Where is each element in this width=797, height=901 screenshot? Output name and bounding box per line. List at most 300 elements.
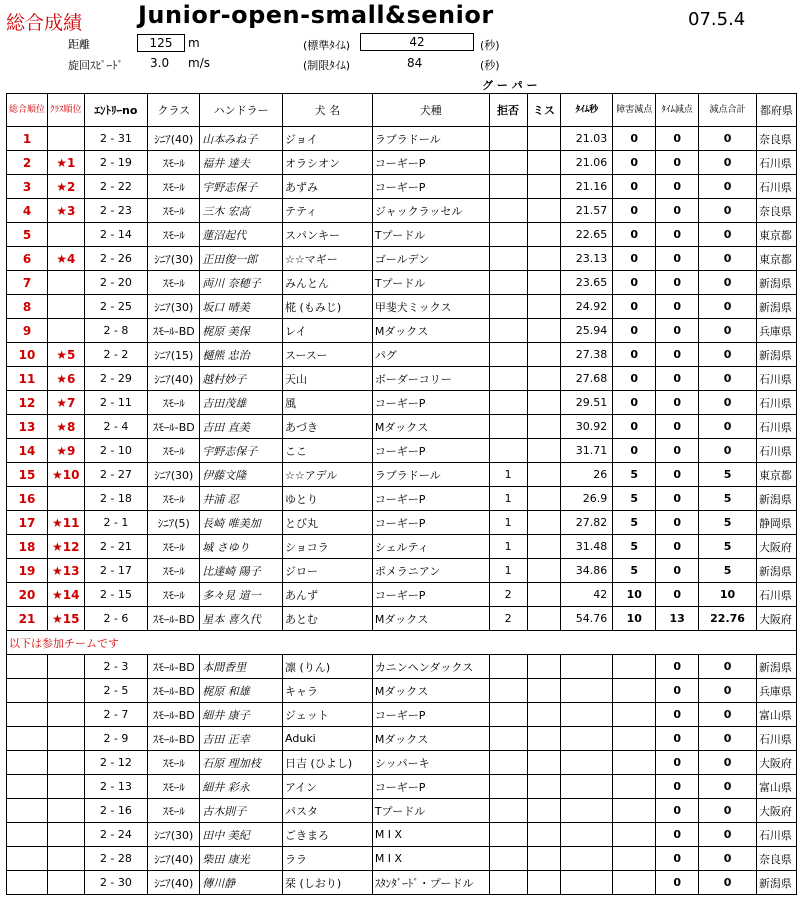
entry-no-cell: 2 - 4 [84, 415, 148, 439]
refusal-cell [489, 223, 527, 247]
limit-time-unit: (秒) [480, 59, 500, 72]
time-cell [561, 655, 613, 679]
prefecture-cell: 東京都 [756, 223, 796, 247]
entry-no-cell: 2 - 15 [84, 583, 148, 607]
time-cell: 21.03 [561, 127, 613, 151]
prefecture-cell: 新潟県 [756, 487, 796, 511]
dog-name-cell: 風 [283, 391, 373, 415]
refusal-cell [489, 295, 527, 319]
refusal-cell [489, 703, 527, 727]
time-deduction-cell: 0 [656, 823, 699, 847]
table-row [7, 799, 797, 823]
speed-label: 旋回ｽﾋﾟｰﾄﾞ [68, 59, 123, 72]
entry-no-cell: 2 - 10 [84, 439, 148, 463]
col-refusal: 拒否 [489, 94, 527, 127]
class-rank-cell [48, 295, 85, 319]
overall-rank-cell: 12 [7, 391, 48, 415]
prefecture-cell: 静岡県 [756, 511, 796, 535]
total-deduction-cell: 5 [699, 511, 757, 535]
entry-no-cell: 2 - 30 [84, 871, 148, 895]
obstacle-deduction-cell: 0 [613, 343, 656, 367]
entry-no-cell: 2 - 1 [84, 511, 148, 535]
refusal-cell [489, 175, 527, 199]
time-deduction-cell: 0 [656, 463, 699, 487]
class-cell: ｼﾆｱ(30) [148, 823, 200, 847]
time-cell: 25.94 [561, 319, 613, 343]
standard-time-unit: (秒) [480, 39, 500, 52]
distance-unit: m [188, 36, 200, 50]
breed-cell: ｽﾀﾝﾀﾞｰﾄﾞ・プードル [372, 871, 489, 895]
dog-name-cell: 椛 (もみじ) [283, 295, 373, 319]
class-rank-cell [48, 679, 85, 703]
class-rank-cell: ★5 [48, 343, 85, 367]
class-rank-cell [48, 487, 85, 511]
dog-name-cell: Aduki [283, 727, 373, 751]
handler-cell: 傳川静 [200, 871, 283, 895]
time-cell: 34.86 [561, 559, 613, 583]
class-rank-cell: ★3 [48, 199, 85, 223]
dog-name-cell: とび丸 [283, 511, 373, 535]
total-deduction-cell: 5 [699, 487, 757, 511]
class-rank-cell: ★8 [48, 415, 85, 439]
total-deduction-cell: 0 [699, 223, 757, 247]
obstacle-deduction-cell [613, 727, 656, 751]
obstacle-deduction-cell: 10 [613, 607, 656, 631]
time-deduction-cell: 0 [656, 703, 699, 727]
miss-cell [527, 391, 561, 415]
time-cell: 21.16 [561, 175, 613, 199]
obstacle-deduction-cell: 0 [613, 295, 656, 319]
prefecture-cell: 大阪府 [756, 535, 796, 559]
time-cell: 31.48 [561, 535, 613, 559]
time-deduction-cell: 0 [656, 775, 699, 799]
miss-cell [527, 367, 561, 391]
dog-name-cell: みんとん [283, 271, 373, 295]
refusal-cell [489, 847, 527, 871]
total-deduction-cell: 0 [699, 799, 757, 823]
time-deduction-cell: 0 [656, 391, 699, 415]
time-cell: 31.71 [561, 439, 613, 463]
time-cell: 21.57 [561, 199, 613, 223]
handler-cell: 吉田 正幸 [200, 727, 283, 751]
obstacle-deduction-cell: 0 [613, 415, 656, 439]
miss-cell [527, 319, 561, 343]
breed-cell: コーギーP [372, 775, 489, 799]
refusal-cell [489, 319, 527, 343]
breed-cell: ラブラドール [372, 463, 489, 487]
obstacle-deduction-cell [613, 799, 656, 823]
total-deduction-cell: 0 [699, 679, 757, 703]
table-row [7, 487, 797, 511]
handler-cell: 伊藤文隆 [200, 463, 283, 487]
refusal-cell: 1 [489, 511, 527, 535]
overall-rank-cell [7, 823, 48, 847]
time-cell [561, 703, 613, 727]
overall-rank-cell [7, 847, 48, 871]
dog-name-cell: ☆☆アデル [283, 463, 373, 487]
entry-no-cell: 2 - 29 [84, 367, 148, 391]
prefecture-cell: 石川県 [756, 439, 796, 463]
entry-no-cell: 2 - 31 [84, 127, 148, 151]
time-cell: 27.68 [561, 367, 613, 391]
refusal-cell [489, 415, 527, 439]
obstacle-deduction-cell: 0 [613, 439, 656, 463]
dog-name-cell: パスタ [283, 799, 373, 823]
miss-cell [527, 439, 561, 463]
breed-cell: コーギーP [372, 487, 489, 511]
total-deduction-cell: 0 [699, 199, 757, 223]
miss-cell [527, 247, 561, 271]
entry-no-cell: 2 - 19 [84, 151, 148, 175]
time-deduction-cell: 13 [656, 607, 699, 631]
class-rank-cell: ★1 [48, 151, 85, 175]
miss-cell [527, 655, 561, 679]
table-row [7, 607, 797, 631]
refusal-cell [489, 871, 527, 895]
class-rank-cell: ★13 [48, 559, 85, 583]
overall-rank-cell: 19 [7, 559, 48, 583]
obstacle-deduction-cell [613, 679, 656, 703]
class-cell: ｽﾓｰﾙ-BD [148, 655, 200, 679]
time-deduction-cell: 0 [656, 847, 699, 871]
col-dog-name: 犬 名 [283, 94, 373, 127]
table-row [7, 535, 797, 559]
dog-name-cell: 凛 (りん) [283, 655, 373, 679]
class-rank-cell [48, 775, 85, 799]
class-rank-cell: ★2 [48, 175, 85, 199]
limit-time-label: (制限ﾀｲﾑ) [303, 59, 351, 72]
handler-cell: 細井 康子 [200, 703, 283, 727]
prefecture-cell: 新潟県 [756, 295, 796, 319]
refusal-cell: 2 [489, 583, 527, 607]
overall-rank-cell: 3 [7, 175, 48, 199]
breed-cell: パグ [372, 343, 489, 367]
overall-rank-cell [7, 679, 48, 703]
prefecture-cell: 富山県 [756, 703, 796, 727]
total-deduction-cell: 0 [699, 439, 757, 463]
entry-no-cell: 2 - 2 [84, 343, 148, 367]
note-filler [283, 631, 797, 655]
prefecture-cell: 新潟県 [756, 343, 796, 367]
time-cell [561, 847, 613, 871]
table-row [7, 583, 797, 607]
entry-no-cell: 2 - 16 [84, 799, 148, 823]
table-row [7, 775, 797, 799]
class-cell: ｽﾓｰﾙ [148, 151, 200, 175]
breed-cell: M I X [372, 847, 489, 871]
breed-cell: ボーダーコリー [372, 367, 489, 391]
entry-no-cell: 2 - 13 [84, 775, 148, 799]
handler-cell: 長崎 唯美加 [200, 511, 283, 535]
prefecture-cell: 石川県 [756, 583, 796, 607]
class-cell: ｽﾓｰﾙ [148, 559, 200, 583]
dog-name-cell: ジェット [283, 703, 373, 727]
col-class-rank: ｸﾗｽ順位 [48, 94, 85, 127]
refusal-cell [489, 751, 527, 775]
table-row [7, 847, 797, 871]
overall-rank-cell [7, 775, 48, 799]
table-row [7, 367, 797, 391]
page-title: Junior-open-small&senior [138, 1, 494, 29]
dog-name-cell: ララ [283, 847, 373, 871]
overall-rank-cell: 21 [7, 607, 48, 631]
miss-cell [527, 583, 561, 607]
time-deduction-cell: 0 [656, 247, 699, 271]
col-class: クラス [148, 94, 200, 127]
entry-no-cell: 2 - 23 [84, 199, 148, 223]
miss-cell [527, 823, 561, 847]
class-rank-cell [48, 703, 85, 727]
total-deduction-cell: 0 [699, 823, 757, 847]
miss-cell [527, 175, 561, 199]
refusal-cell [489, 199, 527, 223]
handler-cell: 吉田茂雄 [200, 391, 283, 415]
refusal-cell [489, 775, 527, 799]
overall-rank-cell: 11 [7, 367, 48, 391]
breed-cell: Mダックス [372, 607, 489, 631]
distance-label: 距離 [68, 38, 90, 51]
obstacle-deduction-cell [613, 871, 656, 895]
table-row [7, 127, 797, 151]
dog-name-cell: 栞 (しおり) [283, 871, 373, 895]
dog-name-cell: ここ [283, 439, 373, 463]
overall-rank-cell: 6 [7, 247, 48, 271]
overall-rank-cell: 8 [7, 295, 48, 319]
dog-name-cell: ジロー [283, 559, 373, 583]
refusal-cell [489, 271, 527, 295]
class-cell: ｼﾆｱ(30) [148, 463, 200, 487]
obstacle-deduction-cell: 0 [613, 175, 656, 199]
entry-no-cell: 2 - 17 [84, 559, 148, 583]
handler-cell: 山本みね子 [200, 127, 283, 151]
time-deduction-cell: 0 [656, 151, 699, 175]
table-row [7, 223, 797, 247]
entry-no-cell: 2 - 26 [84, 247, 148, 271]
total-deduction-cell: 5 [699, 535, 757, 559]
total-deduction-cell: 0 [699, 343, 757, 367]
overall-rank-cell: 10 [7, 343, 48, 367]
prefecture-cell: 石川県 [756, 727, 796, 751]
table-row [7, 343, 797, 367]
col-total-deduction: 減点合計 [699, 94, 757, 127]
class-rank-cell [48, 655, 85, 679]
overall-rank-cell [7, 799, 48, 823]
table-row [7, 727, 797, 751]
prefecture-cell: 兵庫県 [756, 679, 796, 703]
miss-cell [527, 151, 561, 175]
handler-cell: 両川 奈穂子 [200, 271, 283, 295]
breed-cell: ゴールデン [372, 247, 489, 271]
col-entry-no: ｴﾝﾄﾘｰno [84, 94, 148, 127]
class-cell: ｽﾓｰﾙ [148, 271, 200, 295]
results-table [6, 93, 797, 895]
obstacle-deduction-cell: 0 [613, 223, 656, 247]
class-cell: ｼﾆｱ(40) [148, 847, 200, 871]
class-cell: ｽﾓｰﾙ-BD [148, 679, 200, 703]
class-rank-cell [48, 823, 85, 847]
overall-rank-cell: 2 [7, 151, 48, 175]
total-deduction-cell: 0 [699, 847, 757, 871]
time-deduction-cell: 0 [656, 223, 699, 247]
obstacle-deduction-cell [613, 823, 656, 847]
dog-name-cell: スースー [283, 343, 373, 367]
table-row [7, 415, 797, 439]
entry-no-cell: 2 - 22 [84, 175, 148, 199]
overall-rank-cell: 14 [7, 439, 48, 463]
dog-name-cell: あずみ [283, 175, 373, 199]
obstacle-deduction-cell [613, 703, 656, 727]
time-deduction-cell: 0 [656, 655, 699, 679]
miss-cell [527, 559, 561, 583]
refusal-cell [489, 127, 527, 151]
handler-cell: 宇野志保子 [200, 439, 283, 463]
handler-cell: 比達崎 陽子 [200, 559, 283, 583]
speed-value: 3.0 [150, 56, 170, 70]
class-cell: ｽﾓｰﾙ [148, 223, 200, 247]
participants-note: 以下は参加チームです [7, 631, 283, 655]
dog-name-cell: あづき [283, 415, 373, 439]
class-rank-cell: ★11 [48, 511, 85, 535]
miss-cell [527, 295, 561, 319]
refusal-cell: 1 [489, 559, 527, 583]
table-header-row [7, 94, 797, 127]
dog-name-cell: オラシオン [283, 151, 373, 175]
overall-rank-cell: 16 [7, 487, 48, 511]
class-cell: ｼﾆｱ(40) [148, 367, 200, 391]
time-cell: 22.65 [561, 223, 613, 247]
time-deduction-cell: 0 [656, 175, 699, 199]
total-deduction-cell: 0 [699, 775, 757, 799]
time-cell: 23.65 [561, 271, 613, 295]
time-deduction-cell: 0 [656, 871, 699, 895]
total-deduction-cell: 0 [699, 871, 757, 895]
total-deduction-cell: 22.76 [699, 607, 757, 631]
obstacle-deduction-cell: 0 [613, 367, 656, 391]
dog-name-cell: スパンキー [283, 223, 373, 247]
entry-no-cell: 2 - 11 [84, 391, 148, 415]
obstacle-deduction-cell: 0 [613, 271, 656, 295]
class-cell: ｽﾓｰﾙ-BD [148, 415, 200, 439]
time-deduction-cell: 0 [656, 559, 699, 583]
prefecture-cell: 兵庫県 [756, 319, 796, 343]
prefecture-cell: 石川県 [756, 151, 796, 175]
time-cell: 26 [561, 463, 613, 487]
handler-cell: 宇野志保子 [200, 175, 283, 199]
time-cell: 23.13 [561, 247, 613, 271]
time-cell: 42 [561, 583, 613, 607]
class-cell: ｽﾓｰﾙ-BD [148, 319, 200, 343]
handler-cell: 星本 喜久代 [200, 607, 283, 631]
time-cell [561, 679, 613, 703]
prefecture-cell: 新潟県 [756, 655, 796, 679]
refusal-cell [489, 367, 527, 391]
entry-no-cell: 2 - 3 [84, 655, 148, 679]
time-cell [561, 823, 613, 847]
class-rank-cell [48, 127, 85, 151]
table-row [7, 823, 797, 847]
prefecture-cell: 石川県 [756, 175, 796, 199]
class-rank-cell: ★15 [48, 607, 85, 631]
dog-name-cell: 日吉 (ひよし) [283, 751, 373, 775]
breed-cell: Mダックス [372, 679, 489, 703]
class-cell: ｽﾓｰﾙ [148, 175, 200, 199]
handler-cell: 福井 達夫 [200, 151, 283, 175]
miss-cell [527, 343, 561, 367]
prefecture-cell: 富山県 [756, 775, 796, 799]
handler-cell: 井浦 忍 [200, 487, 283, 511]
col-overall-rank: 総合順位 [7, 94, 48, 127]
miss-cell [527, 703, 561, 727]
time-deduction-cell: 0 [656, 343, 699, 367]
miss-cell [527, 727, 561, 751]
time-cell [561, 871, 613, 895]
prefecture-cell: 奈良県 [756, 127, 796, 151]
miss-cell [527, 127, 561, 151]
total-deduction-cell: 0 [699, 319, 757, 343]
table-row [7, 655, 797, 679]
miss-cell [527, 223, 561, 247]
prefecture-cell: 大阪府 [756, 799, 796, 823]
time-cell [561, 727, 613, 751]
group-label: グ ー パ ー [482, 79, 538, 92]
breed-cell: シェルティ [372, 535, 489, 559]
handler-cell: 坂口 晴美 [200, 295, 283, 319]
standard-time-value: 42 [360, 33, 474, 51]
speed-unit: m/s [188, 56, 210, 70]
prefecture-cell: 石川県 [756, 367, 796, 391]
handler-cell: 越村妙子 [200, 367, 283, 391]
class-rank-cell [48, 799, 85, 823]
overall-rank-cell: 13 [7, 415, 48, 439]
entry-no-cell: 2 - 5 [84, 679, 148, 703]
breed-cell: コーギーP [372, 175, 489, 199]
entry-no-cell: 2 - 8 [84, 319, 148, 343]
time-cell: 27.38 [561, 343, 613, 367]
breed-cell: Mダックス [372, 415, 489, 439]
miss-cell [527, 871, 561, 895]
obstacle-deduction-cell [613, 751, 656, 775]
refusal-cell: 1 [489, 535, 527, 559]
time-deduction-cell: 0 [656, 727, 699, 751]
refusal-cell [489, 679, 527, 703]
time-deduction-cell: 0 [656, 319, 699, 343]
class-rank-cell [48, 727, 85, 751]
obstacle-deduction-cell [613, 655, 656, 679]
class-rank-cell [48, 319, 85, 343]
class-rank-cell [48, 751, 85, 775]
time-cell [561, 751, 613, 775]
breed-cell: コーギーP [372, 439, 489, 463]
table-row [7, 271, 797, 295]
col-prefecture: 都府県 [756, 94, 796, 127]
class-cell: ｼﾆｱ(30) [148, 295, 200, 319]
refusal-cell [489, 391, 527, 415]
entry-no-cell: 2 - 21 [84, 535, 148, 559]
overall-rank-cell [7, 655, 48, 679]
refusal-cell [489, 439, 527, 463]
overall-rank-cell: 5 [7, 223, 48, 247]
table-row [7, 175, 797, 199]
table-row [7, 511, 797, 535]
miss-cell [527, 415, 561, 439]
time-cell: 24.92 [561, 295, 613, 319]
overall-rank-cell: 4 [7, 199, 48, 223]
refusal-cell: 1 [489, 463, 527, 487]
breed-cell: カニンヘンダックス [372, 655, 489, 679]
entry-no-cell: 2 - 6 [84, 607, 148, 631]
obstacle-deduction-cell [613, 847, 656, 871]
time-deduction-cell: 0 [656, 127, 699, 151]
